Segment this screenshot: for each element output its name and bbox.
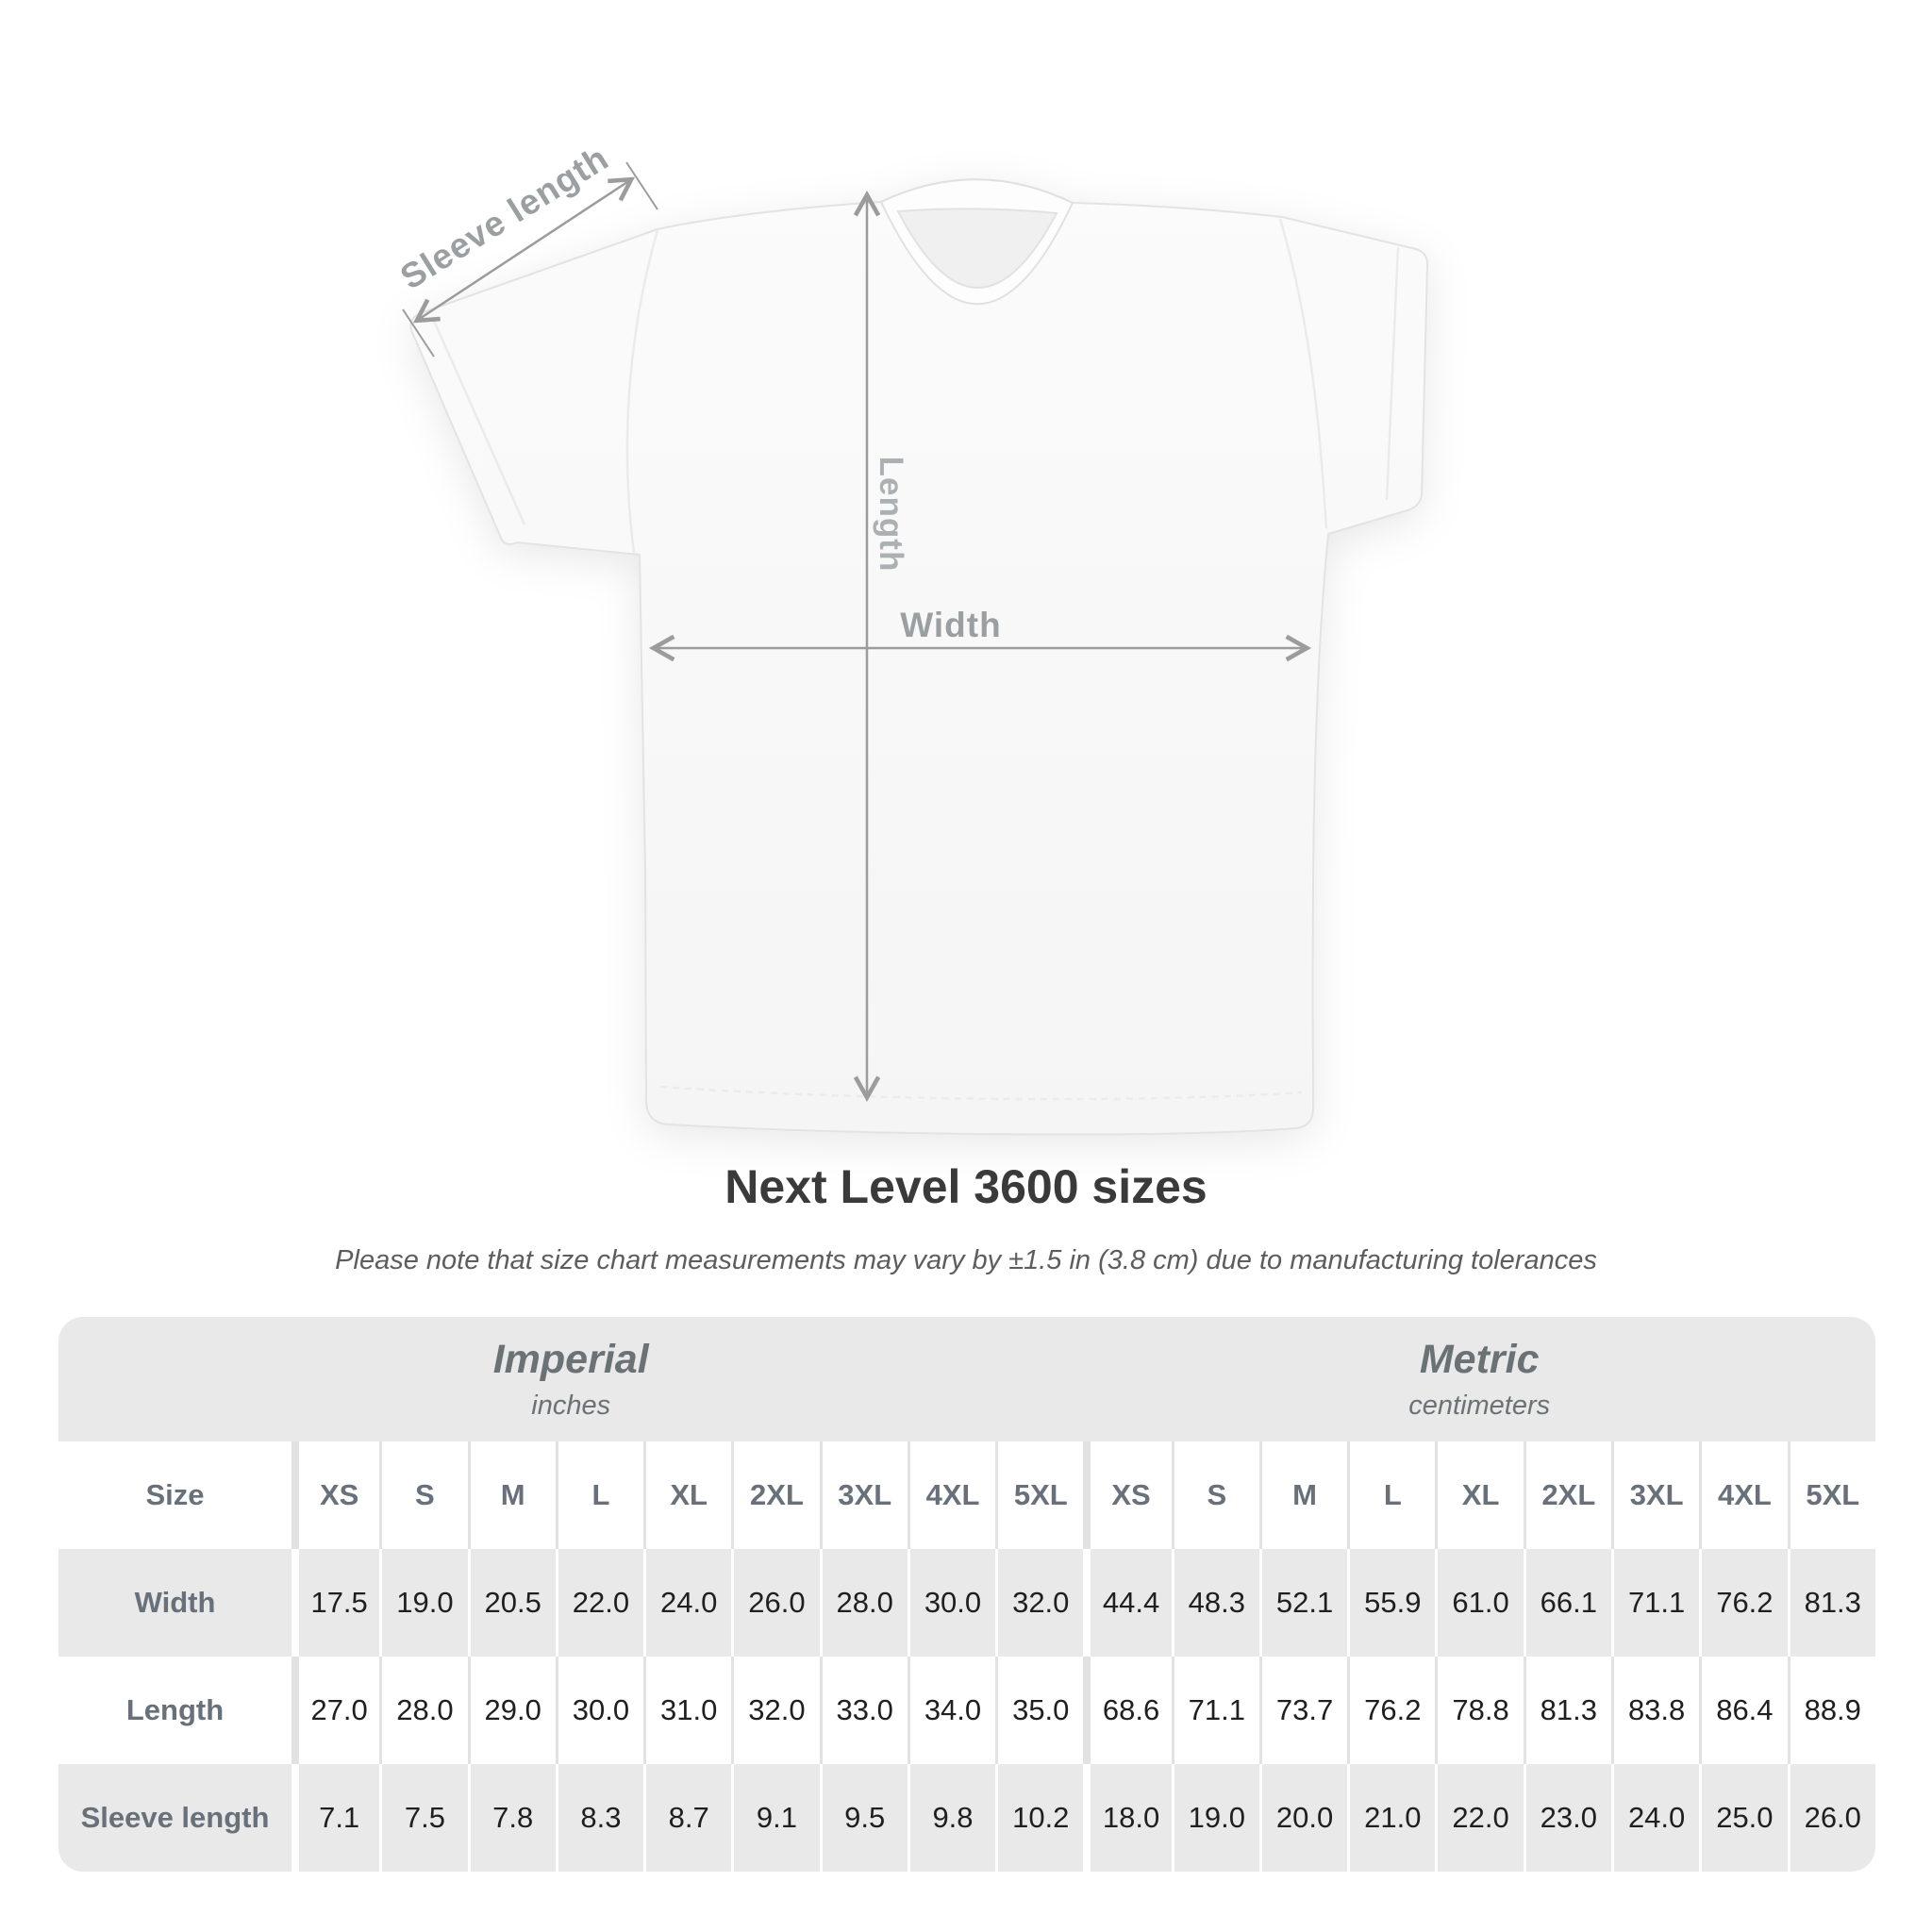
value-cell: 73.7	[1259, 1657, 1347, 1764]
size-col-header-imperial-xs: XS	[291, 1441, 379, 1549]
value-cell: 19.0	[379, 1549, 467, 1657]
width-label: Width	[900, 606, 1002, 644]
size-col-header-imperial-5xl: 5XL	[995, 1441, 1083, 1549]
value-cell: 76.2	[1347, 1657, 1435, 1764]
value-cell: 9.8	[908, 1764, 995, 1872]
imperial-unit-label: inches	[531, 1391, 611, 1421]
value-cell: 71.1	[1172, 1657, 1259, 1764]
value-cell: 30.0	[556, 1657, 643, 1764]
value-cell: 81.3	[1524, 1657, 1611, 1764]
size-col-header-imperial-xl: XL	[643, 1441, 731, 1549]
size-table-container	[58, 1317, 1875, 1872]
size-col-header-metric-4xl: 4XL	[1699, 1441, 1787, 1549]
size-col-header-imperial-4xl: 4XL	[908, 1441, 995, 1549]
row-label: Sleeve length	[58, 1764, 291, 1872]
sleeve-witness-tick-top	[626, 162, 658, 209]
value-cell: 88.9	[1788, 1657, 1875, 1764]
value-cell: 8.3	[556, 1764, 643, 1872]
tshirt-body	[410, 179, 1427, 1134]
value-cell: 78.8	[1435, 1657, 1523, 1764]
value-cell: 86.4	[1699, 1657, 1787, 1764]
imperial-header-cell	[58, 1317, 1083, 1441]
value-cell: 7.5	[379, 1764, 467, 1872]
value-cell: 28.0	[820, 1549, 908, 1657]
value-cell: 9.1	[731, 1764, 819, 1872]
value-cell: 52.1	[1259, 1549, 1347, 1657]
metric-title: Metric	[1419, 1337, 1540, 1382]
value-cell: 26.0	[731, 1549, 819, 1657]
value-cell: 71.1	[1611, 1549, 1699, 1657]
measurement-row	[58, 1764, 1875, 1872]
value-cell: 25.0	[1699, 1764, 1787, 1872]
size-col-header-metric-xs: XS	[1083, 1441, 1171, 1549]
length-label: Length	[873, 456, 909, 573]
size-chart-table	[58, 1317, 1875, 1872]
value-cell: 28.0	[379, 1657, 467, 1764]
measurement-row	[58, 1657, 1875, 1764]
size-corner-label: Size	[58, 1441, 291, 1549]
value-cell: 32.0	[731, 1657, 819, 1764]
value-cell: 7.1	[291, 1764, 379, 1872]
size-col-header-metric-s: S	[1172, 1441, 1259, 1549]
page-title: Next Level 3600 sizes	[724, 1160, 1208, 1213]
size-col-header-metric-xl: XL	[1435, 1441, 1523, 1549]
measurement-row	[58, 1549, 1875, 1657]
value-cell: 48.3	[1172, 1549, 1259, 1657]
tolerance-note: Please note that size chart measurements may vary by ±1.5 in (3.8 cm) due to manufacturing tolerances	[335, 1245, 1597, 1275]
value-cell: 35.0	[995, 1657, 1083, 1764]
imperial-title: Imperial	[492, 1337, 649, 1382]
value-cell: 24.0	[643, 1549, 731, 1657]
value-cell: 9.5	[820, 1764, 908, 1872]
value-cell: 26.0	[1788, 1764, 1875, 1872]
value-cell: 18.0	[1083, 1764, 1171, 1872]
value-cell: 61.0	[1435, 1549, 1523, 1657]
size-header-row	[58, 1441, 1875, 1549]
size-col-header-imperial-l: L	[556, 1441, 643, 1549]
value-cell: 29.0	[468, 1657, 556, 1764]
value-cell: 33.0	[820, 1657, 908, 1764]
size-col-header-metric-2xl: 2XL	[1524, 1441, 1611, 1549]
size-col-header-metric-m: M	[1259, 1441, 1347, 1549]
value-cell: 22.0	[1435, 1764, 1523, 1872]
value-cell: 27.0	[291, 1657, 379, 1764]
size-col-header-imperial-s: S	[379, 1441, 467, 1549]
value-cell: 23.0	[1524, 1764, 1611, 1872]
size-col-header-metric-5xl: 5XL	[1788, 1441, 1875, 1549]
unit-header-row	[58, 1317, 1875, 1441]
value-cell: 66.1	[1524, 1549, 1611, 1657]
metric-header-cell	[1083, 1317, 1875, 1441]
value-cell: 68.6	[1083, 1657, 1171, 1764]
value-cell: 19.0	[1172, 1764, 1259, 1872]
size-col-header-metric-l: L	[1347, 1441, 1435, 1549]
value-cell: 55.9	[1347, 1549, 1435, 1657]
value-cell: 83.8	[1611, 1657, 1699, 1764]
value-cell: 17.5	[291, 1549, 379, 1657]
size-col-header-imperial-3xl: 3XL	[820, 1441, 908, 1549]
row-label: Width	[58, 1549, 291, 1657]
value-cell: 10.2	[995, 1764, 1083, 1872]
value-cell: 20.0	[1259, 1764, 1347, 1872]
value-cell: 8.7	[643, 1764, 731, 1872]
value-cell: 44.4	[1083, 1549, 1171, 1657]
value-cell: 21.0	[1347, 1764, 1435, 1872]
size-col-header-metric-3xl: 3XL	[1611, 1441, 1699, 1549]
value-cell: 24.0	[1611, 1764, 1699, 1872]
sleeve-length-label: Sleeve length	[393, 138, 616, 297]
value-cell: 7.8	[468, 1764, 556, 1872]
metric-unit-label: centimeters	[1408, 1391, 1551, 1421]
value-cell: 76.2	[1699, 1549, 1787, 1657]
value-cell: 30.0	[908, 1549, 995, 1657]
row-label: Length	[58, 1657, 291, 1764]
value-cell: 20.5	[468, 1549, 556, 1657]
value-cell: 22.0	[556, 1549, 643, 1657]
size-col-header-imperial-m: M	[468, 1441, 556, 1549]
value-cell: 34.0	[908, 1657, 995, 1764]
value-cell: 31.0	[643, 1657, 731, 1764]
tshirt-illustration	[410, 179, 1427, 1134]
value-cell: 32.0	[995, 1549, 1083, 1657]
value-cell: 81.3	[1788, 1549, 1875, 1657]
size-col-header-imperial-2xl: 2XL	[731, 1441, 819, 1549]
